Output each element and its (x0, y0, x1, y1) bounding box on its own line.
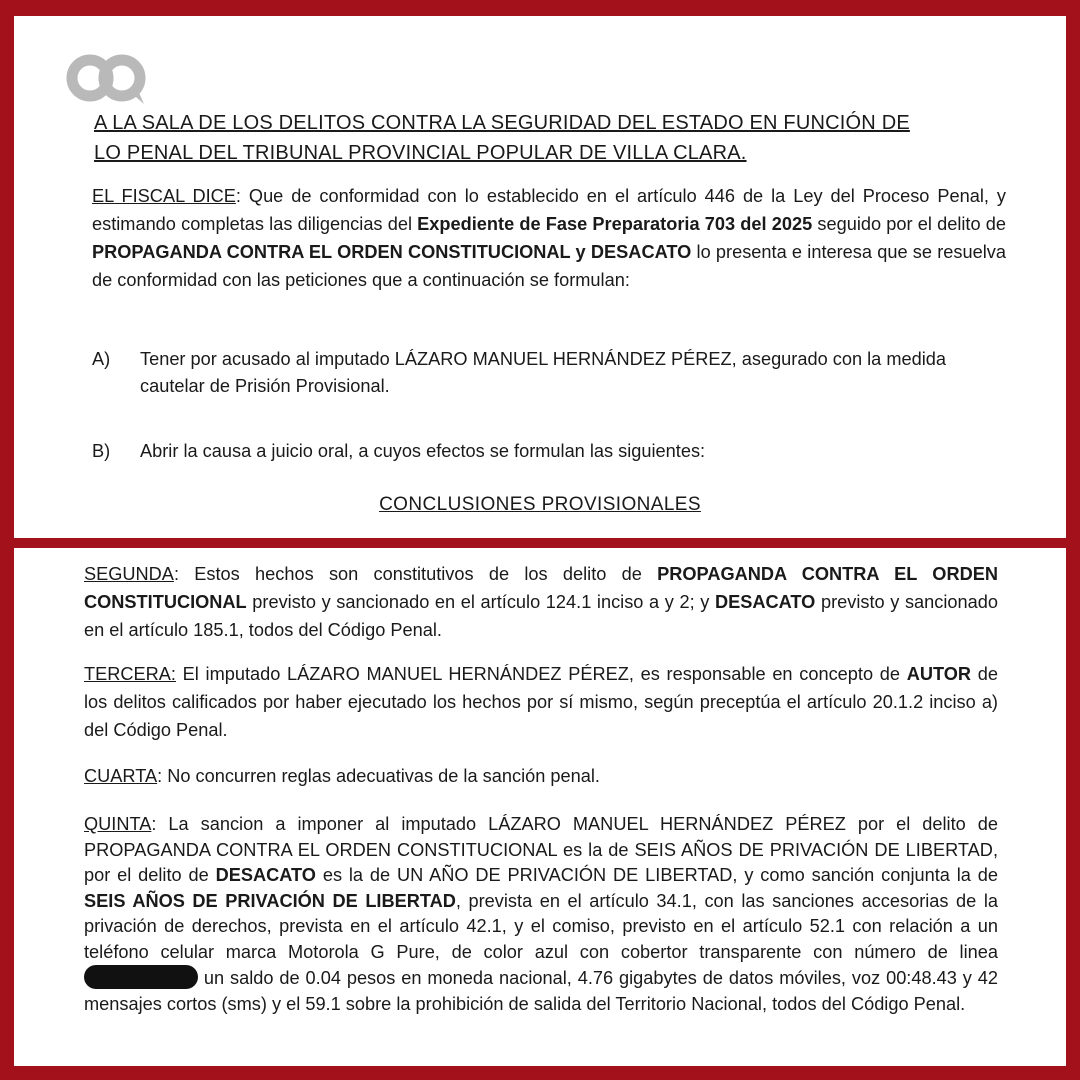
quinta-label: QUINTA (84, 814, 152, 834)
addressee-heading-line-2: LO PENAL DEL TRIBUNAL PROVINCIAL POPULAR DE VILLA CLARA. (94, 142, 747, 164)
cuarta-paragraph (84, 762, 998, 790)
fiscal-label: EL FISCAL DICE (92, 186, 236, 206)
segunda-label: SEGUNDA (84, 564, 174, 584)
document-page-bottom (14, 548, 1066, 1066)
request-item-b (92, 438, 1006, 466)
paragraph-text: es la de UN AÑO DE PRIVACIÓN DE LIBERTAD, y como sanción conjunta la de (315, 865, 998, 885)
chat-bubble-logo-icon (66, 52, 150, 108)
offense-name: DESACATO (215, 865, 316, 885)
fiscal-text: lo presenta e interesa que se resuelva de conformidad con las peticiones que a continuación se formulan: (92, 242, 1006, 290)
case-number: Expediente de Fase Preparatoria 703 del 2025 (417, 214, 813, 234)
tercera-paragraph (84, 660, 998, 744)
fiscal-text: seguido por el delito de (812, 214, 1006, 234)
paragraph-text: un saldo de 0.04 pesos en moneda nacional, 4.76 gigabytes de datos móviles, voz 00:48.43 y 42 mensajes cortos (sms) y el 59.1 sobre la prohibición de salida del Territorio Nacional, todos del Código Penal. (84, 968, 998, 1014)
offense-name: DESACATO (714, 592, 816, 612)
redacted-phone-number (84, 965, 198, 989)
offense-name: PROPAGANDA CONTRA EL ORDEN CONSTITUCIONAL (84, 564, 998, 612)
paragraph-text: previsto y sancionado en el artículo 185.1, todos del Código Penal. (84, 592, 998, 640)
paragraph-text: : Estos hechos son constitutivos de los delito de (173, 564, 658, 584)
role-term: AUTOR (906, 664, 972, 684)
quinta-paragraph (84, 812, 998, 1017)
paragraph-text: : La sancion a imponer al imputado LÁZARO MANUEL HERNÁNDEZ PÉREZ por el delito de PROPAGANDA CONTRA EL ORDEN CONSTITUCIONAL es la de SEIS AÑOS DE PRIVACIÓN DE LIBERTAD, por el delito de (84, 814, 998, 885)
fiscal-paragraph (92, 182, 1006, 294)
request-item-a (92, 346, 1006, 402)
paragraph-text: previsto y sancionado en el artículo 124.1 inciso a y 2; y (246, 592, 715, 612)
fiscal-text: : Que de conformidad con lo establecido en el artículo 446 de la Ley del Proceso Penal, y estimando completas las diligencias del (92, 186, 1006, 234)
paragraph-text: de los delitos calificados por haber ejecutado los hechos por sí mismo, según preceptúa el artículo 20.1.2 inciso a) del Código Penal. (84, 664, 998, 740)
cuarta-label: CUARTA (84, 766, 158, 786)
paragraph-text: , prevista en el artículo 34.1, con las sanciones accesorias de la privación de derechos, prevista en el artículo 42.1, y el comiso, previsto en el artículo 52.1 con relación a un teléfono celular marca Motorola G Pure, de color azul con cobertor transparente con número de linea (84, 890, 998, 962)
item-text: Tener por acusado al imputado LÁZARO MANUEL HERNÁNDEZ PÉREZ, asegurado con la medida cautelar de Prisión Provisional. (140, 349, 946, 396)
document-page-top (14, 16, 1066, 538)
item-marker: B) (92, 441, 111, 461)
item-text: Abrir la causa a juicio oral, a cuyos efectos se formulan las siguientes: (140, 441, 706, 461)
item-marker: A) (92, 349, 111, 369)
paragraph-text: El imputado LÁZARO MANUEL HERNÁNDEZ PÉREZ, es responsable en concepto de (175, 664, 907, 684)
segunda-paragraph (84, 560, 998, 644)
addressee-heading-line-1: A LA SALA DE LOS DELITOS CONTRA LA SEGURIDAD DEL ESTADO EN FUNCIÓN DE (94, 112, 910, 134)
offense-names: PROPAGANDA CONTRA EL ORDEN CONSTITUCIONAL y DESACATO (92, 242, 692, 262)
tercera-label: TERCERA: (84, 664, 176, 684)
sentence-term: SEIS AÑOS DE PRIVACIÓN DE LIBERTAD (84, 890, 456, 911)
conclusions-heading: CONCLUSIONES PROVISIONALES (379, 494, 701, 515)
paragraph-text: : No concurren reglas adecuativas de la sanción penal. (157, 766, 600, 786)
